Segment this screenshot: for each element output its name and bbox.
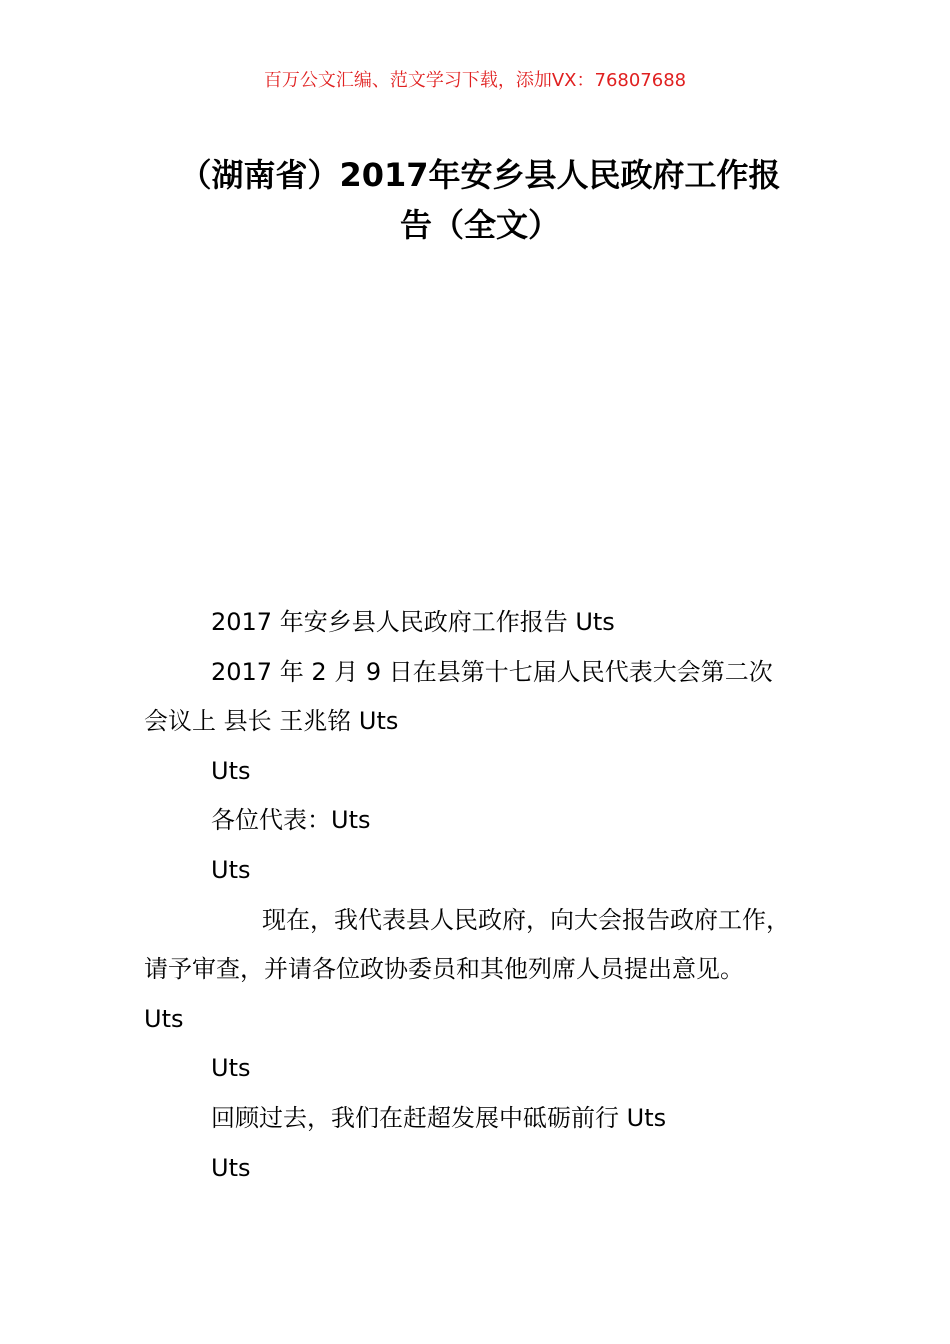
document-body — [144, 598, 834, 1193]
body-line: 回顾过去，我们在赶超发展中砥砺前行 Uts — [211, 1103, 667, 1132]
body-line: 各位代表：Uts — [211, 806, 371, 835]
body-line: Uts — [211, 756, 251, 785]
title-line-1: （湖南省）2017年安乡县人民政府工作报 — [179, 156, 781, 194]
body-line: Uts — [211, 855, 251, 884]
body-line: 会议上 县长 王兆铭 Uts — [144, 707, 399, 736]
body-line: 2017 年 2 月 9 日在县第十七届人民代表大会第二次 — [211, 657, 773, 686]
document-title — [150, 150, 810, 250]
title-line-2: 告（全文） — [399, 206, 560, 244]
body-line: Uts — [144, 1004, 184, 1033]
body-line: Uts — [211, 1054, 251, 1083]
watermark-banner: 百万公文汇编、范文学习下载，添加VX：76807688 — [263, 70, 687, 91]
body-line: 2017 年安乡县人民政府工作报告 Uts — [211, 608, 615, 636]
body-line: Uts — [211, 1153, 251, 1182]
body-line: 请予审查，并请各位政协委员和其他列席人员提出意见。 — [144, 955, 744, 984]
body-line: 现在，我代表县人民政府，向大会报告政府工作， — [262, 905, 790, 934]
